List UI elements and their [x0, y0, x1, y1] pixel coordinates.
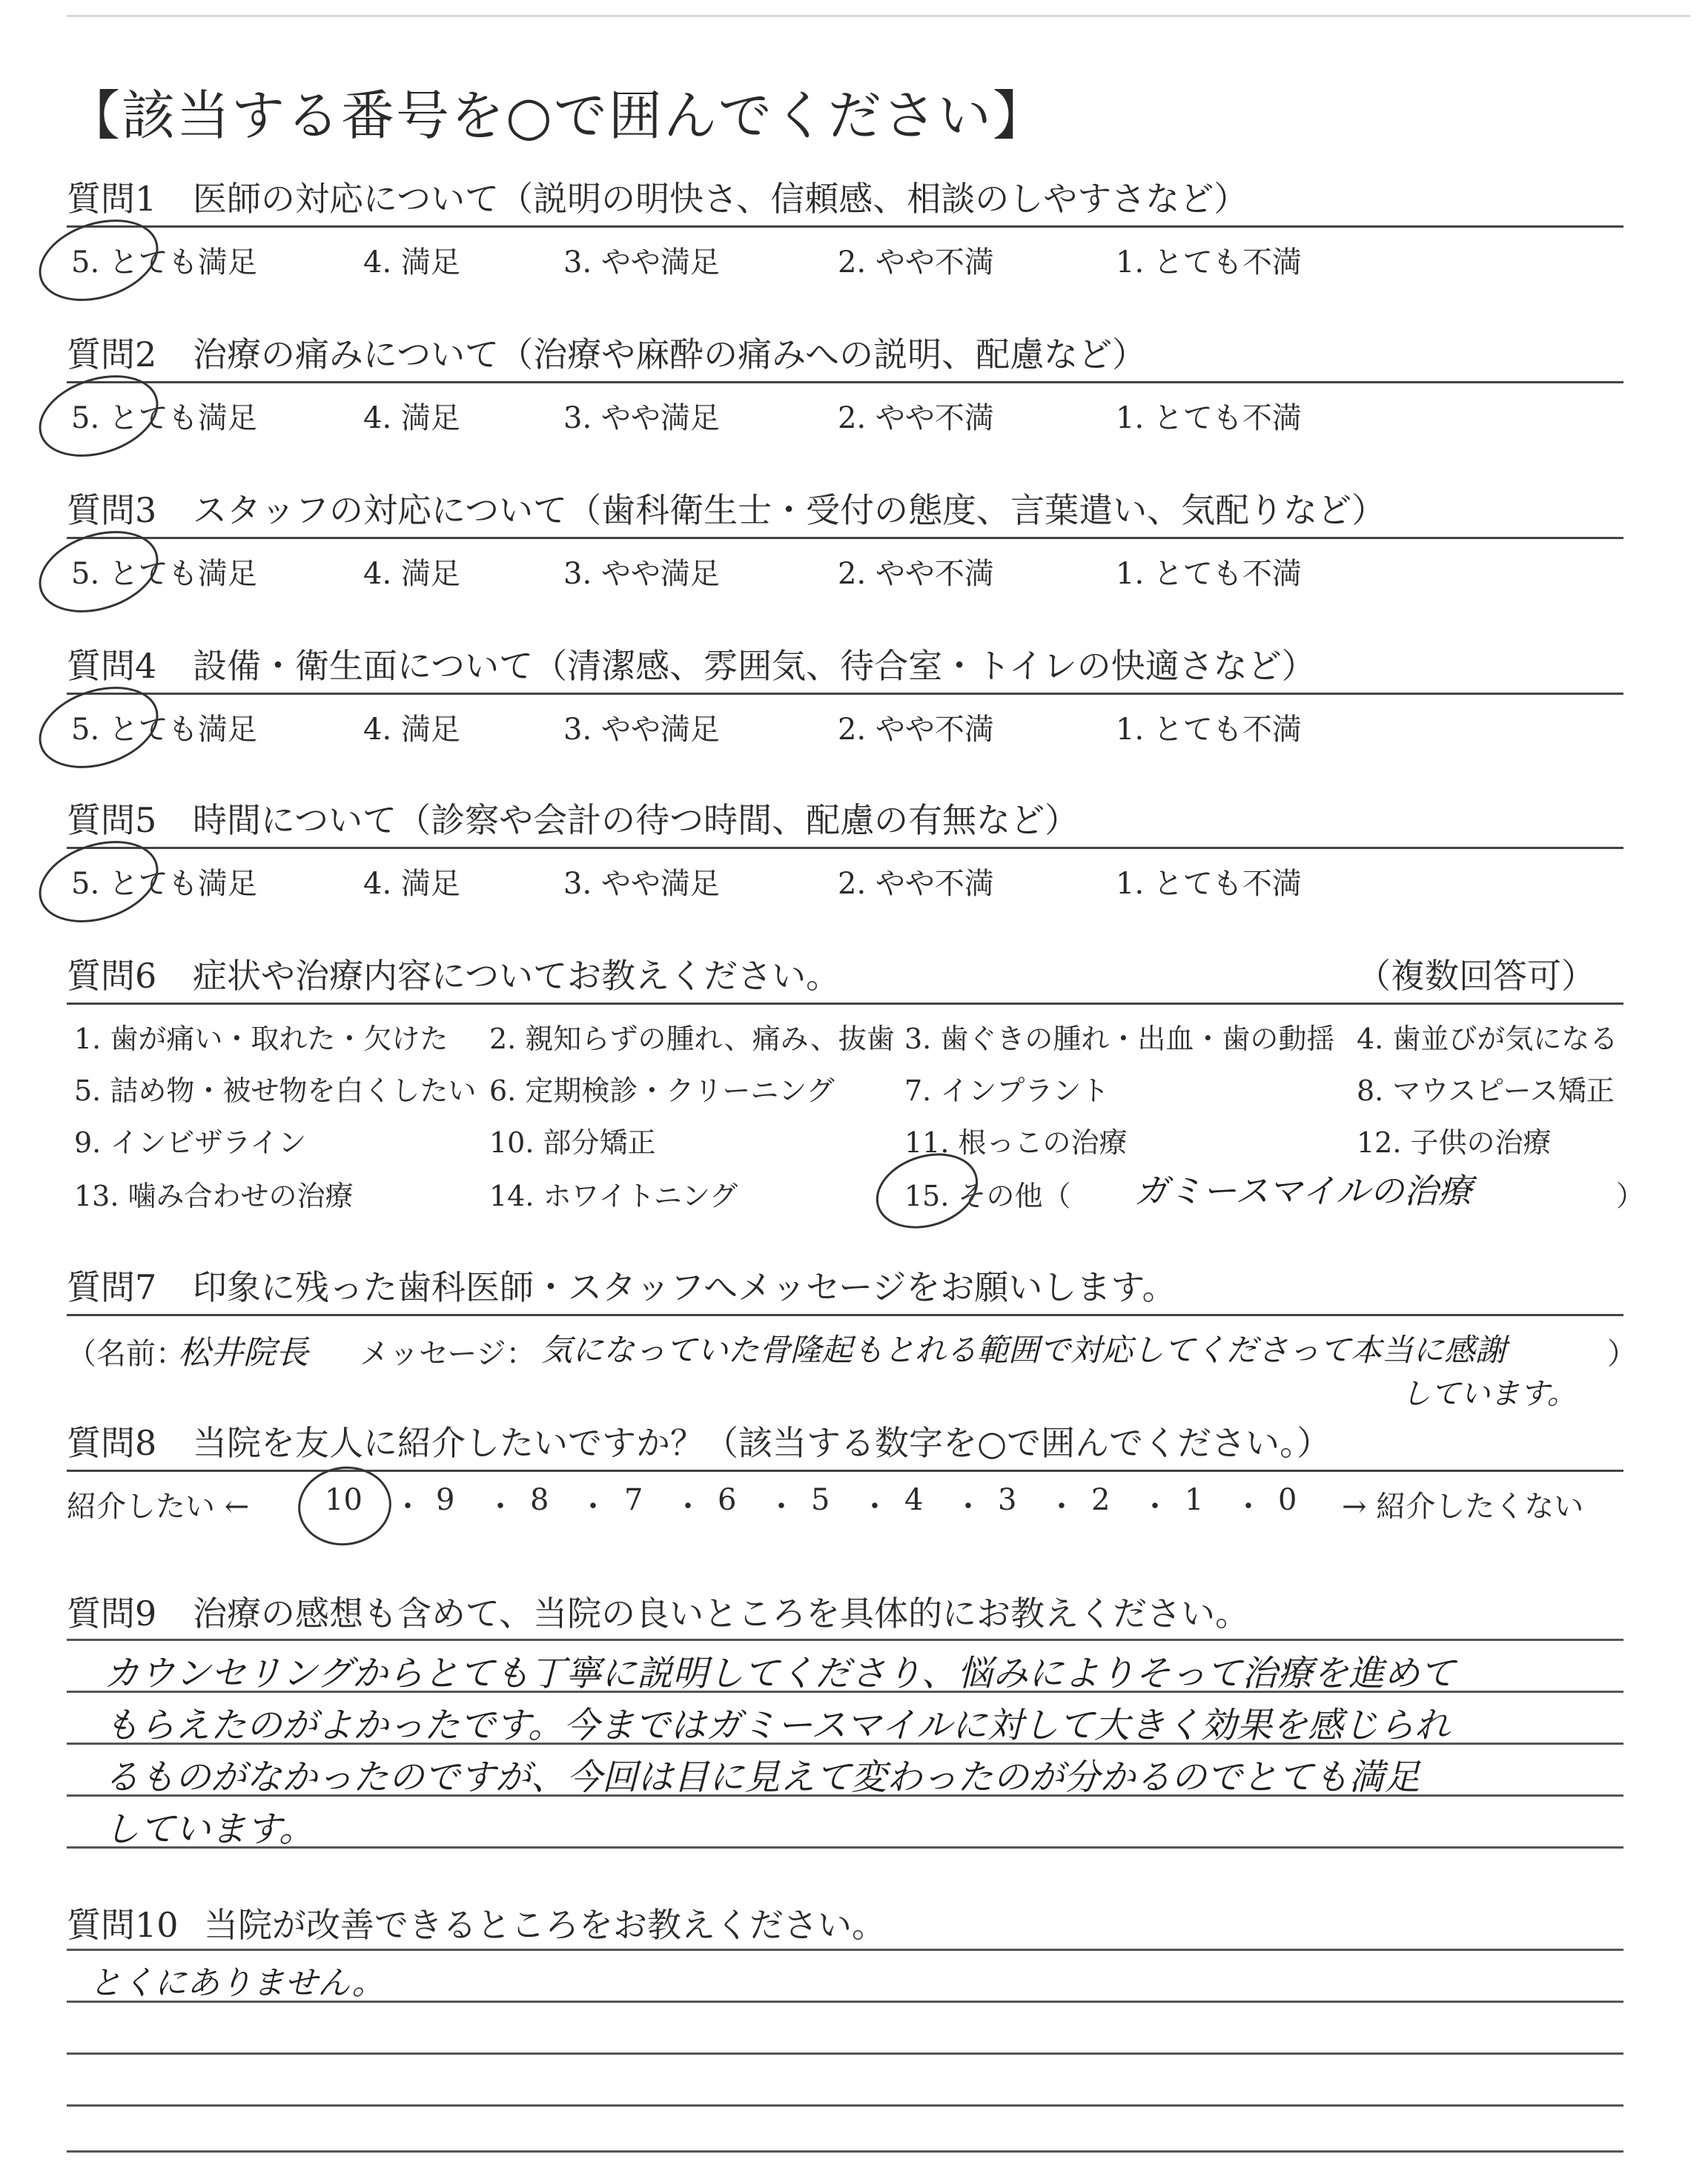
- question-text: スタッフの対応について（歯科衛生士・受付の態度、言葉遣い、気配りなど）: [193, 490, 1386, 530]
- question-number: 質問8: [67, 1423, 157, 1463]
- symptom-option[interactable]: 6. 定期検診・クリーニング: [489, 1074, 835, 1107]
- question-rule: [67, 225, 1623, 228]
- option-2[interactable]: 2. やや不満: [838, 557, 994, 591]
- question-number: 質問4: [67, 646, 157, 686]
- name-value: 松井院長: [178, 1334, 308, 1372]
- symptom-option[interactable]: 4. 歯並びが気になる: [1357, 1023, 1618, 1055]
- option-1[interactable]: 1. とても不満: [1116, 867, 1302, 901]
- question-text: 設備・衛生面について（清潔感、雰囲気、待合室・トイレの快適さなど）: [193, 646, 1316, 686]
- option-5[interactable]: 5. とても満足: [71, 557, 257, 591]
- scale-dot: ・: [953, 1490, 983, 1524]
- question-6: [67, 949, 1645, 1231]
- question-10: [67, 1898, 1623, 2150]
- question-number: 質問1: [67, 179, 157, 219]
- scale-value[interactable]: 6: [718, 1483, 737, 1517]
- answer-text-line: もらえたのがよかったです。今まではガミースマイルに対して大きく効果を感じられ: [104, 1705, 1450, 1746]
- top-divider: [67, 15, 1690, 17]
- answer-text-line: しています。: [104, 1809, 315, 1850]
- symptom-option[interactable]: 11. 根っこの治療: [904, 1126, 1128, 1159]
- answer-line: [67, 1639, 1623, 1641]
- scale-value[interactable]: 1: [1185, 1483, 1204, 1517]
- selection-circle: [28, 517, 168, 627]
- question-text: 症状や治療内容についてお教えください。: [193, 956, 841, 996]
- option-4[interactable]: 4. 満足: [363, 245, 460, 280]
- answer-text-line: るものがなかったのですが、今回は目に見えて変わったのが分かるのでとても満足: [104, 1757, 1420, 1798]
- scale-dot: ・: [860, 1490, 890, 1524]
- option-2[interactable]: 2. やや不満: [838, 245, 994, 280]
- other-answer: ガミースマイルの治療: [1134, 1171, 1472, 1211]
- scale-value[interactable]: 2: [1091, 1483, 1110, 1517]
- option-5[interactable]: 5. とても満足: [71, 401, 257, 435]
- scale-dot: ・: [486, 1490, 515, 1524]
- question-1: [67, 172, 1623, 280]
- name-label: （名前：: [67, 1337, 185, 1371]
- selection-circle: [293, 1461, 397, 1552]
- symptom-option[interactable]: 3. 歯ぐきの腫れ・出血・歯の動揺: [904, 1023, 1335, 1055]
- question-text: 当院が改善できるところをお教えください。: [204, 1905, 886, 1945]
- option-4[interactable]: 4. 満足: [363, 557, 460, 591]
- question-3: [67, 483, 1623, 591]
- answer-text-line: とくにありません。: [89, 1964, 385, 2002]
- question-4: [67, 639, 1623, 747]
- message-label: メッセージ：: [360, 1337, 536, 1371]
- message-continuation: しています。: [1401, 1377, 1577, 1411]
- option-2[interactable]: 2. やや不満: [838, 867, 994, 901]
- question-rule: [67, 847, 1623, 849]
- question-9: [67, 1587, 1623, 1854]
- question-2: [67, 328, 1623, 435]
- question-7: [67, 1261, 1637, 1411]
- scale-value[interactable]: 5: [811, 1483, 830, 1517]
- option-2[interactable]: 2. やや不満: [838, 713, 994, 747]
- symptom-options: [74, 1016, 1645, 1223]
- option-3[interactable]: 3. やや満足: [563, 401, 720, 435]
- scale-value[interactable]: 9: [436, 1483, 455, 1517]
- scale-value[interactable]: 3: [998, 1483, 1017, 1517]
- symptom-option-other[interactable]: 15. その他（: [904, 1180, 1071, 1212]
- answer-line: [67, 1949, 1623, 1951]
- multi-answer-note: （複数回答可）: [1357, 956, 1595, 996]
- scale-value[interactable]: 8: [530, 1483, 549, 1517]
- option-3[interactable]: 3. やや満足: [563, 867, 720, 901]
- scale-dot: ・: [578, 1490, 608, 1524]
- question-text: 治療の感想も含めて、当院の良いところを具体的にお教えください。: [193, 1593, 1250, 1634]
- answer-line: [67, 2150, 1623, 2153]
- scale-value[interactable]: 4: [904, 1483, 924, 1517]
- scale-value[interactable]: 7: [624, 1483, 643, 1517]
- question-rule: [67, 693, 1623, 695]
- question-text: 時間について（診察や会計の待つ時間、配慮の有無など）: [193, 800, 1079, 840]
- option-3[interactable]: 3. やや満足: [563, 557, 720, 591]
- scale-dot: ・: [1234, 1490, 1263, 1524]
- page-header: 【該当する番号を○で囲んでください】: [67, 85, 1047, 147]
- scale-dot: ・: [1047, 1490, 1076, 1524]
- option-5[interactable]: 5. とても満足: [71, 867, 257, 901]
- rating-options: [67, 706, 1623, 750]
- symptom-option[interactable]: 1. 歯が痛い・取れた・欠けた: [74, 1023, 448, 1055]
- symptom-option[interactable]: 13. 噛み合わせの治療: [74, 1180, 354, 1212]
- scale-right-label: → 紹介したくない: [1342, 1490, 1584, 1524]
- question-number: 質問9: [67, 1593, 157, 1634]
- option-4[interactable]: 4. 満足: [363, 867, 460, 901]
- selection-circle: [28, 361, 168, 471]
- question-rule: [67, 381, 1623, 383]
- question-text: 印象に残った歯科医師・スタッフへメッセージをお願いします。: [193, 1267, 1176, 1307]
- question-8: [67, 1416, 1623, 1527]
- scale-dot: ・: [673, 1490, 703, 1524]
- question-number: 質問6: [67, 956, 157, 996]
- symptom-option[interactable]: 12. 子供の治療: [1357, 1126, 1552, 1159]
- option-3[interactable]: 3. やや満足: [563, 713, 720, 747]
- question-rule: [67, 1003, 1623, 1005]
- option-3[interactable]: 3. やや満足: [563, 245, 720, 280]
- question-number: 質問3: [67, 490, 157, 530]
- scale-value[interactable]: 10: [325, 1483, 363, 1517]
- option-1[interactable]: 1. とても不満: [1116, 713, 1302, 747]
- symptom-option[interactable]: 10. 部分矯正: [489, 1126, 656, 1159]
- other-close-paren: ）: [1616, 1180, 1645, 1212]
- scale-left-label: 紹介したい ←: [67, 1490, 250, 1524]
- selection-circle: [28, 673, 168, 782]
- symptom-option[interactable]: 7. インプラント: [904, 1074, 1110, 1107]
- rating-options: [67, 394, 1623, 439]
- option-1[interactable]: 1. とても不満: [1116, 401, 1302, 435]
- symptom-option[interactable]: 14. ホワイトニング: [489, 1180, 738, 1212]
- message-value: 気になっていた骨隆起もとれる範囲で対応してくださって本当に感謝: [541, 1332, 1507, 1368]
- option-2[interactable]: 2. やや不満: [838, 401, 994, 435]
- option-1[interactable]: 1. とても不満: [1116, 557, 1302, 591]
- question-5: [67, 793, 1623, 901]
- symptom-option[interactable]: 9. インビザライン: [74, 1126, 307, 1159]
- question-number: 質問10: [67, 1905, 179, 1945]
- scale-value[interactable]: 0: [1278, 1483, 1297, 1517]
- answer-line: [67, 2052, 1623, 2055]
- scale-dot: ・: [393, 1490, 423, 1524]
- answer-text-line: カウンセリングからとても丁寧に説明してくださり、悩みによりそって治療を進めて: [104, 1653, 1456, 1694]
- question-rule: [67, 537, 1623, 539]
- message-close-paren: ）: [1607, 1337, 1637, 1371]
- question-text: 医師の対応について（説明の明快さ、信頼感、相談のしやすさなど）: [193, 179, 1248, 219]
- scale-dot: ・: [767, 1490, 796, 1524]
- question-number: 質問7: [67, 1267, 157, 1307]
- rating-options: [67, 860, 1623, 905]
- question-text: 当院を友人に紹介したいですか？（該当する数字を○で囲んでください。）: [193, 1423, 1331, 1463]
- symptom-option[interactable]: 8. マウスピース矯正: [1357, 1074, 1615, 1107]
- rating-options: [67, 550, 1623, 595]
- symptom-option[interactable]: 5. 詰め物・被せ物を白くしたい: [74, 1074, 477, 1107]
- scale-dot: ・: [1140, 1490, 1170, 1524]
- answer-line: [67, 2104, 1623, 2107]
- option-4[interactable]: 4. 満足: [363, 401, 460, 435]
- option-4[interactable]: 4. 満足: [363, 713, 460, 747]
- question-text: 治療の痛みについて（治療や麻酔の痛みへの説明、配慮など）: [193, 334, 1147, 374]
- option-5[interactable]: 5. とても満足: [71, 713, 257, 747]
- option-5[interactable]: 5. とても満足: [71, 245, 257, 280]
- selection-circle: [28, 827, 168, 937]
- option-1[interactable]: 1. とても不満: [1116, 245, 1302, 280]
- rating-options: [67, 239, 1623, 283]
- question-number: 質問2: [67, 334, 157, 374]
- question-number: 質問5: [67, 800, 157, 840]
- selection-circle: [28, 205, 168, 315]
- symptom-option[interactable]: 2. 親知らずの腫れ、痛み、抜歯: [489, 1023, 895, 1055]
- question-rule: [67, 1470, 1623, 1472]
- message-field: [67, 1326, 1637, 1415]
- question-rule: [67, 1314, 1623, 1316]
